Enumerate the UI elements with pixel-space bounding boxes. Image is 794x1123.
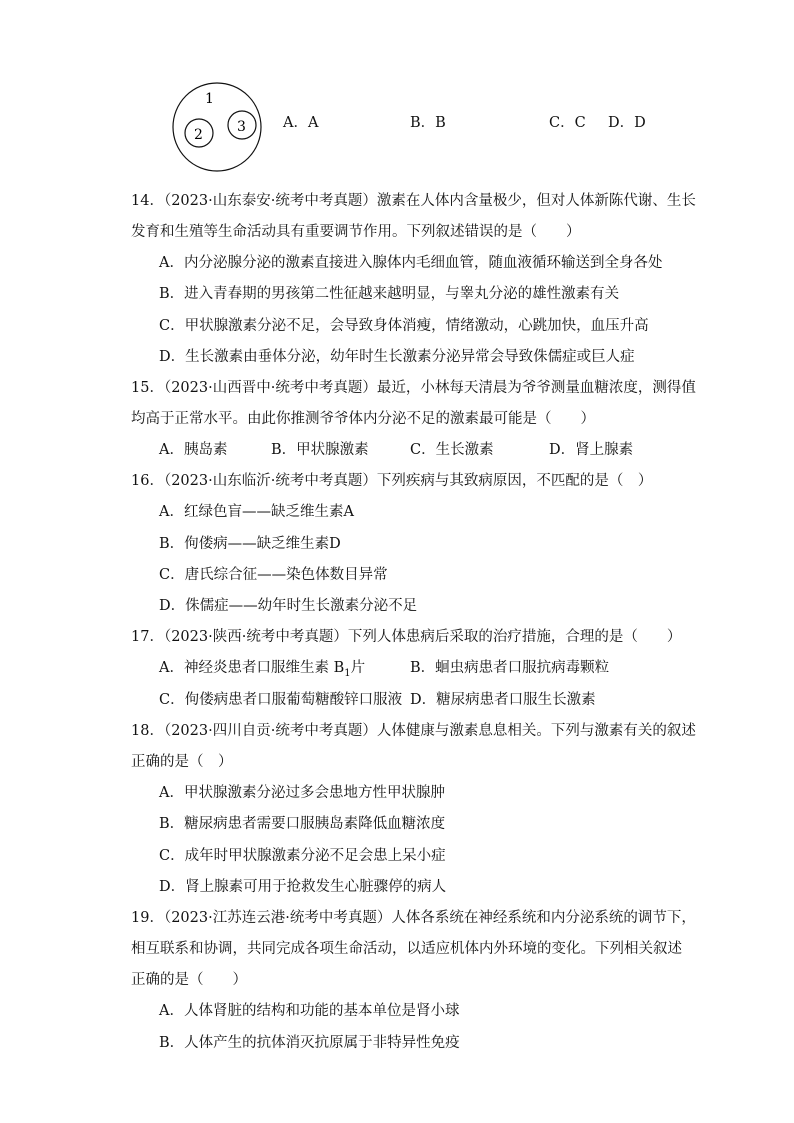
- q16-option-a[interactable]: A．红绿色盲——缺乏维生素A: [159, 504, 354, 520]
- q18-stem-line1: 18．（2023·四川自贡·统考中考真题）人体健康与激素息息相关。下列与激素有关的叙述: [131, 723, 696, 739]
- q17-option-b[interactable]: B．蛔虫病患者口服抗病毒颗粒: [410, 660, 610, 676]
- q15-option-b[interactable]: B．甲状腺激素: [271, 442, 369, 458]
- q19-stem-line3: 正确的是（ ）: [131, 972, 247, 988]
- q13-option-c[interactable]: C．C: [549, 115, 586, 131]
- q17-option-c[interactable]: C．佝偻病患者口服葡萄糖酸锌口服液: [159, 692, 403, 708]
- q17-stem-line1: 17．（2023·陕西·统考中考真题）下列人体患病后采取的治疗措施，合理的是（ ）: [131, 629, 682, 645]
- q18-option-c[interactable]: C．成年时甲状腺激素分泌不足会患上呆小症: [159, 848, 446, 864]
- q14-option-d[interactable]: D．生长激素由垂体分泌，幼年时生长激素分泌异常会导致侏儒症或巨人症: [159, 349, 635, 365]
- q17-option-a[interactable]: [159, 658, 365, 678]
- circle-label-1: 1: [205, 91, 214, 107]
- q15-option-c[interactable]: C．生长激素: [410, 442, 494, 458]
- q19-stem-line2: 相互联系和协调，共同完成各项生命活动，以适应机体内外环境的变化。下列相关叙述: [131, 941, 682, 957]
- q19-stem-line1: 19．（2023·江苏连云港·统考中考真题）人体各系统在神经系统和内分泌系统的调节下，: [131, 910, 696, 926]
- q19-option-a[interactable]: A．人体肾脏的结构和功能的基本单位是肾小球: [159, 1003, 460, 1019]
- q17-option-d[interactable]: D．糖尿病患者口服生长激素: [410, 692, 596, 708]
- q14-option-c[interactable]: C．甲状腺激素分泌不足，会导致身体消瘦，情绪激动，心跳加快，血压升高: [159, 318, 649, 334]
- q16-option-c[interactable]: C．唐氏综合征——染色体数目异常: [159, 567, 388, 583]
- q18-option-d[interactable]: D．肾上腺素可用于抢救发生心脏骤停的病人: [159, 879, 447, 895]
- q14-stem-line2: 发育和生殖等生命活动具有重要调节作用。下列叙述错误的是（ ）: [131, 224, 581, 240]
- circle-label-2: 2: [194, 127, 203, 143]
- q15-stem-line1: 15．（2023·山西晋中·统考中考真题）最近，小林每天清晨为爷爷测量血糖浓度，测得值: [131, 380, 696, 396]
- q15-option-a[interactable]: A．胰岛素: [159, 442, 228, 458]
- q17-option-a-subscript: 1: [344, 667, 351, 679]
- q16-option-b[interactable]: B．佝偻病——缺乏维生素D: [159, 536, 341, 552]
- q17-option-a-text: A．神经炎患者口服维生素 B: [159, 660, 345, 676]
- q13-option-b[interactable]: B．B: [410, 115, 446, 131]
- q17-option-a-suffix: 片: [350, 660, 366, 676]
- q15-option-d[interactable]: D．肾上腺素: [549, 442, 634, 458]
- q14-option-a[interactable]: A．内分泌腺分泌的激素直接进入腺体内毛细血管，随血液循环输送到全身各处: [159, 255, 663, 271]
- q16-stem-line1: 16．（2023·山东临沂·统考中考真题）下列疾病与其致病原因，不匹配的是（ ）: [131, 473, 653, 489]
- circle-label-3: 3: [237, 119, 246, 135]
- q18-option-b[interactable]: B．糖尿病患者需要口服胰岛素降低血糖浓度: [159, 816, 446, 832]
- q16-option-d[interactable]: D．侏儒症——幼年时生长激素分泌不足: [159, 598, 418, 614]
- q14-stem-line1: 14．（2023·山东泰安·统考中考真题）激素在人体内含量极少，但对人体新陈代谢、生长: [131, 193, 696, 209]
- q18-option-a[interactable]: A．甲状腺激素分泌过多会患地方性甲状腺肿: [159, 785, 445, 801]
- q19-option-b[interactable]: B．人体产生的抗体消灭抗原属于非特异性免疫: [159, 1035, 460, 1051]
- q13-option-d[interactable]: D．D: [608, 115, 646, 131]
- q18-stem-line2: 正确的是（ ）: [131, 754, 233, 770]
- circle-diagram: [172, 82, 272, 174]
- q15-stem-line2: 均高于正常水平。由此你推测爷爷体内分泌不足的激素最可能是（ ）: [131, 411, 595, 427]
- q14-option-b[interactable]: B．进入青春期的男孩第二性征越来越明显，与睾丸分泌的雄性激素有关: [159, 286, 620, 302]
- q13-option-a[interactable]: A．A: [283, 115, 319, 131]
